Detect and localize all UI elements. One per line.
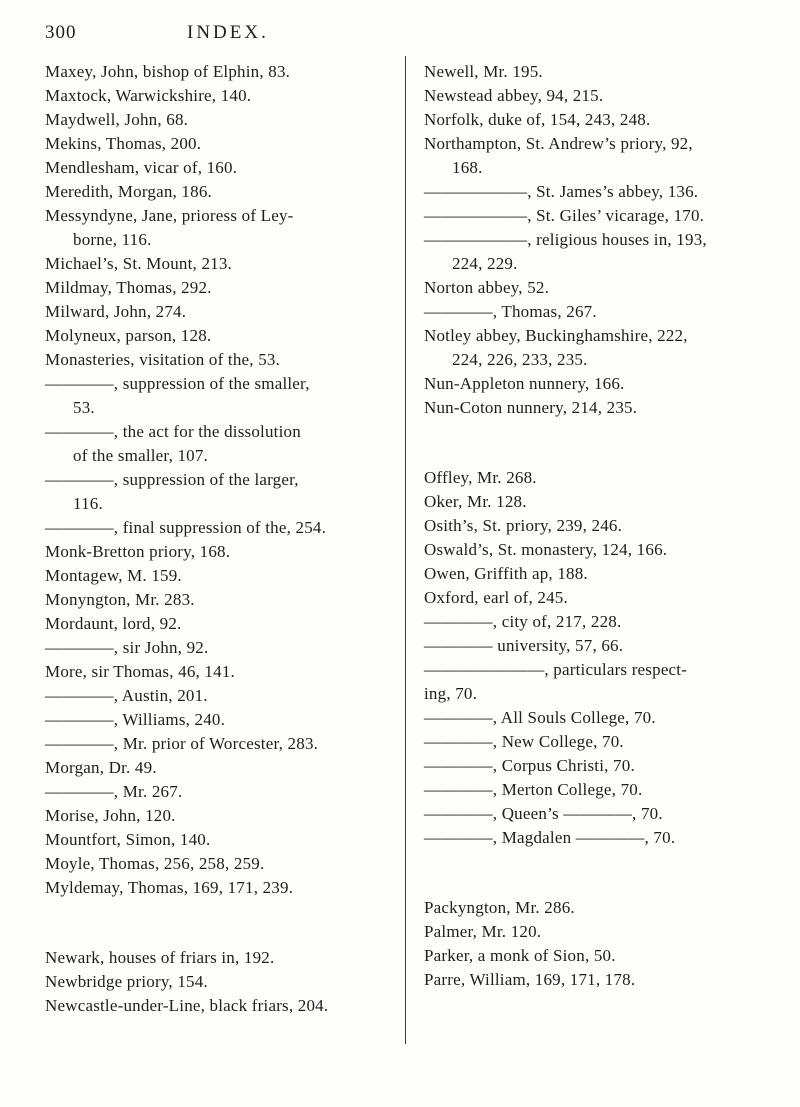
index-line: ————, the act for the dissolution: [45, 422, 301, 441]
index-line: Newstead abbey, 94, 215.: [424, 86, 604, 105]
index-line: Owen, Griffith ap, 188.: [424, 564, 588, 583]
index-line: ——————, St. Giles’ vicarage, 170.: [424, 206, 705, 225]
index-line: Morgan, Dr. 49.: [45, 758, 157, 777]
index-line: Oswald’s, St. monastery, 124, 166.: [424, 540, 668, 559]
index-line: ————, All Souls College, 70.: [424, 708, 656, 727]
index-line: ————, suppression of the smaller,: [45, 374, 310, 393]
index-line: Messyndyne, Jane, prioress of Ley-: [45, 206, 294, 225]
index-line: ——————, religious houses in, 193,: [424, 230, 707, 249]
index-line: Mildmay, Thomas, 292.: [45, 278, 212, 297]
index-line: Montagew, M. 159.: [45, 566, 182, 585]
index-line: Oxford, earl of, 245.: [424, 588, 568, 607]
index-line: Mendlesham, vicar of, 160.: [45, 158, 238, 177]
index-line: Milward, John, 274.: [45, 302, 187, 321]
index-line: ————, Mr. prior of Worcester, 283.: [45, 734, 319, 753]
index-group: [424, 896, 770, 992]
index-line: Newbridge priory, 154.: [45, 972, 208, 991]
index-line: Monasteries, visitation of the, 53.: [45, 350, 281, 369]
index-line: borne, 116.: [73, 230, 152, 249]
index-line: Notley abbey, Buckinghamshire, 222,: [424, 326, 688, 345]
index-line: Mordaunt, lord, 92.: [45, 614, 182, 633]
index-column-left: [45, 60, 391, 1018]
index-line: ————, suppression of the larger,: [45, 470, 299, 489]
index-line: 224, 229.: [452, 254, 518, 273]
index-line: Oker, Mr. 128.: [424, 492, 527, 511]
index-line: Offley, Mr. 268.: [424, 468, 537, 487]
index-line: Meredith, Morgan, 186.: [45, 182, 212, 201]
index-line: Newcastle-under-Line, black friars, 204.: [45, 996, 329, 1015]
index-line: ————, Williams, 240.: [45, 710, 226, 729]
index-line: ———— university, 57, 66.: [424, 636, 624, 655]
index-line: 168.: [452, 158, 483, 177]
index-line: ———————, particulars respect-: [424, 660, 688, 679]
index-line: 224, 226, 233, 235.: [452, 350, 588, 369]
index-line: Nun-Coton nunnery, 214, 235.: [424, 398, 638, 417]
index-line: ing, 70.: [424, 684, 478, 703]
index-group: [424, 60, 770, 420]
index-line: Mekins, Thomas, 200.: [45, 134, 202, 153]
index-line: Maxtock, Warwickshire, 140.: [45, 86, 252, 105]
index-line: Maxey, John, bishop of Elphin, 83.: [45, 62, 291, 81]
index-line: of the smaller, 107.: [73, 446, 209, 465]
index-line: ————, city of, 217, 228.: [424, 612, 622, 631]
index-line: Myldemay, Thomas, 169, 171, 239.: [45, 878, 294, 897]
index-line: Monk-Bretton priory, 168.: [45, 542, 231, 561]
index-column-right: [424, 60, 770, 992]
page-number: 300: [45, 22, 77, 43]
index-line: 116.: [73, 494, 103, 513]
index-line: Newell, Mr. 195.: [424, 62, 543, 81]
index-line: Osith’s, St. priory, 239, 246.: [424, 516, 623, 535]
index-line: Parre, William, 169, 171, 178.: [424, 970, 636, 989]
column-divider-rule: [405, 56, 406, 1044]
index-group: [424, 466, 770, 850]
index-line: ————, Corpus Christi, 70.: [424, 756, 635, 775]
index-line: ————, sir John, 92.: [45, 638, 209, 657]
index-line: ————, final suppression of the, 254.: [45, 518, 327, 537]
index-line: Monyngton, Mr. 283.: [45, 590, 195, 609]
index-group: [45, 60, 391, 900]
index-group: [45, 946, 391, 1018]
index-line: ————, Thomas, 267.: [424, 302, 597, 321]
index-line: ————, Austin, 201.: [45, 686, 208, 705]
index-line: ————, Queen’s ————, 70.: [424, 804, 663, 823]
index-line: ————, Merton College, 70.: [424, 780, 643, 799]
index-line: Mountfort, Simon, 140.: [45, 830, 211, 849]
index-line: Packyngton, Mr. 286.: [424, 898, 575, 917]
index-line: Molyneux, parson, 128.: [45, 326, 212, 345]
index-line: 53.: [73, 398, 95, 417]
index-line: ————, Magdalen ————, 70.: [424, 828, 676, 847]
index-line: Maydwell, John, 68.: [45, 110, 189, 129]
index-line: Moyle, Thomas, 256, 258, 259.: [45, 854, 265, 873]
index-line: Norton abbey, 52.: [424, 278, 550, 297]
index-line: ————, New College, 70.: [424, 732, 624, 751]
index-line: Michael’s, St. Mount, 213.: [45, 254, 233, 273]
index-line: ————, Mr. 267.: [45, 782, 183, 801]
index-line: More, sir Thomas, 46, 141.: [45, 662, 235, 681]
running-title: INDEX.: [187, 22, 269, 43]
index-line: Northampton, St. Andrew’s priory, 92,: [424, 134, 693, 153]
index-line: Nun-Appleton nunnery, 166.: [424, 374, 625, 393]
index-line: Parker, a monk of Sion, 50.: [424, 946, 616, 965]
page-header: [45, 22, 755, 48]
index-line: Morise, John, 120.: [45, 806, 176, 825]
index-line: Norfolk, duke of, 154, 243, 248.: [424, 110, 651, 129]
index-line: ——————, St. James’s abbey, 136.: [424, 182, 699, 201]
index-line: Newark, houses of friars in, 192.: [45, 948, 275, 967]
index-line: Palmer, Mr. 120.: [424, 922, 542, 941]
